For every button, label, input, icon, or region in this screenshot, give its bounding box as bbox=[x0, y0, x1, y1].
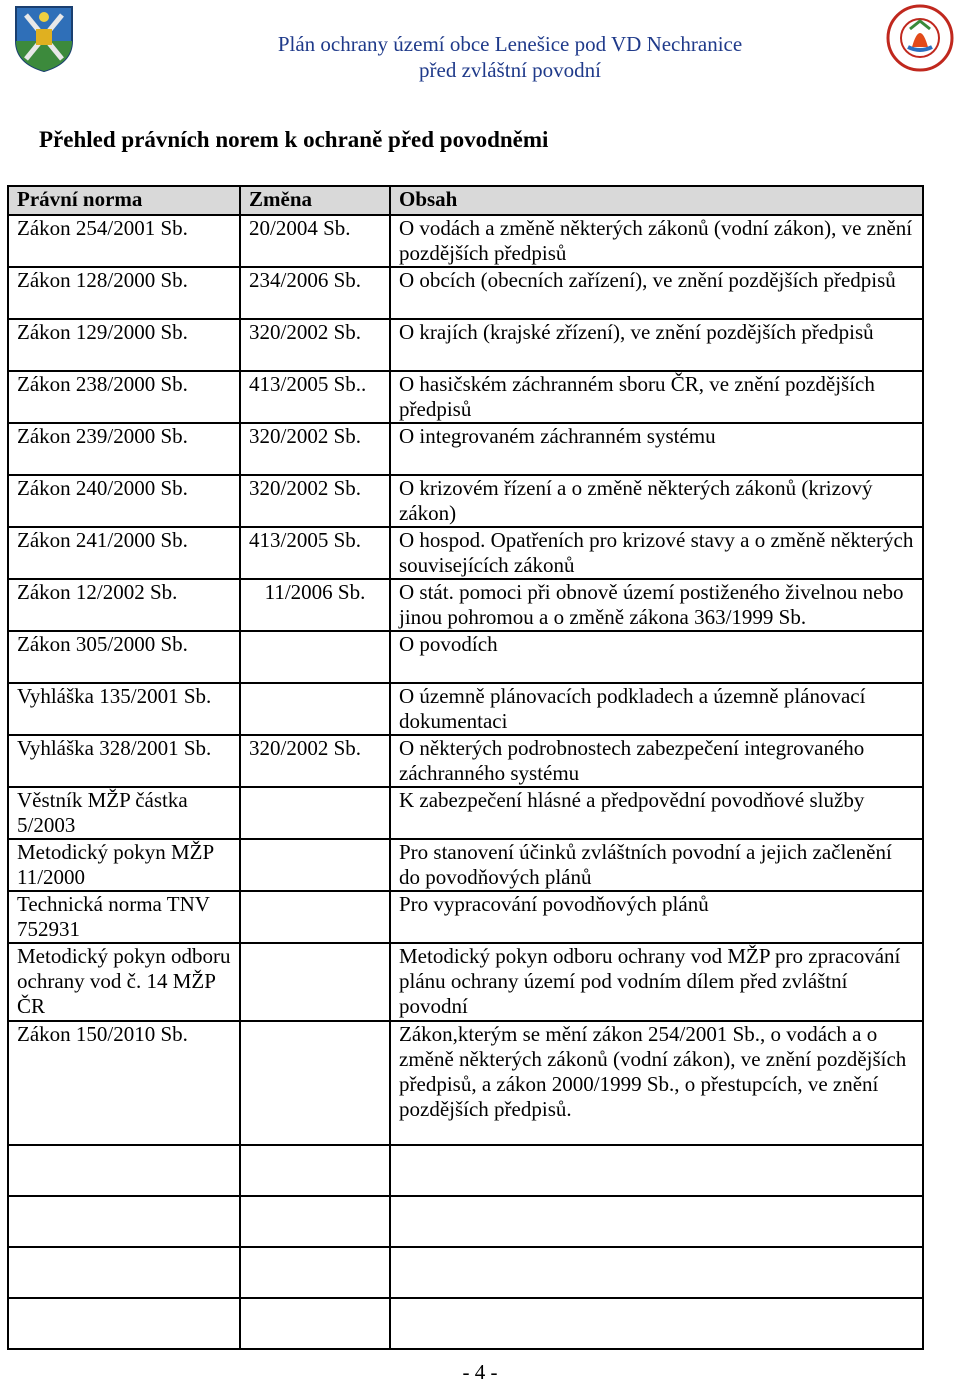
empty-table-row bbox=[8, 1145, 923, 1196]
cell-zmena bbox=[240, 631, 390, 683]
column-header-zmena: Změna bbox=[240, 186, 390, 215]
cell-obsah: K zabezpečení hlásné a předpovědní povodňové služby bbox=[390, 787, 923, 839]
cell-obsah: O krizovém řízení a o změně některých zákonů (krizový zákon) bbox=[390, 475, 923, 527]
cell-norma: Technická norma TNV 752931 bbox=[8, 891, 240, 943]
cell-zmena: 20/2004 Sb. bbox=[240, 215, 390, 267]
empty-cell bbox=[390, 1298, 923, 1349]
cell-norma: Věstník MŽP částka 5/2003 bbox=[8, 787, 240, 839]
empty-cell bbox=[240, 1247, 390, 1298]
cell-norma: Zákon 150/2010 Sb. bbox=[8, 1021, 240, 1145]
cell-zmena: 320/2002 Sb. bbox=[240, 735, 390, 787]
empty-cell bbox=[390, 1145, 923, 1196]
cell-obsah: O některých podrobnostech zabezpečení integrovaného záchranného systému bbox=[390, 735, 923, 787]
header-title-line1: Plán ochrany území obce Lenešice pod VD Nechranice bbox=[277, 32, 743, 56]
table-row bbox=[8, 891, 923, 943]
cell-norma: Metodický pokyn MŽP 11/2000 bbox=[8, 839, 240, 891]
cell-zmena bbox=[240, 787, 390, 839]
cell-zmena: 320/2002 Sb. bbox=[240, 319, 390, 371]
cell-zmena: 320/2002 Sb. bbox=[240, 475, 390, 527]
cell-obsah: Pro vypracování povodňových plánů bbox=[390, 891, 923, 943]
cell-obsah: O hasičském záchranném sboru ČR, ve znění pozdějších předpisů bbox=[390, 371, 923, 423]
header-title-line2: před zvláštní povodní bbox=[419, 58, 601, 82]
table-row bbox=[8, 215, 923, 267]
cell-obsah: Pro stanovení účinků zvláštních povodní a jejich začlenění do povodňových plánů bbox=[390, 839, 923, 891]
column-header-obsah: Obsah bbox=[390, 186, 923, 215]
table-row bbox=[8, 579, 923, 631]
cell-obsah: O územně plánovacích podkladech a územně plánovací dokumentaci bbox=[390, 683, 923, 735]
table-row bbox=[8, 735, 923, 787]
empty-table-row bbox=[8, 1247, 923, 1298]
column-header-norma: Právní norma bbox=[8, 186, 240, 215]
cell-norma: Zákon 240/2000 Sb. bbox=[8, 475, 240, 527]
empty-cell bbox=[390, 1247, 923, 1298]
cell-norma: Zákon 129/2000 Sb. bbox=[8, 319, 240, 371]
crisis-preparedness-association-logo bbox=[882, 3, 958, 73]
cell-zmena: 11/2006 Sb. bbox=[240, 579, 390, 631]
page-number: - 4 - bbox=[462, 1360, 498, 1384]
table-row bbox=[8, 319, 923, 371]
table-row bbox=[8, 631, 923, 683]
empty-cell bbox=[8, 1298, 240, 1349]
cell-norma: Zákon 239/2000 Sb. bbox=[8, 423, 240, 475]
cell-zmena bbox=[240, 683, 390, 735]
cell-zmena: 413/2005 Sb.. bbox=[240, 371, 390, 423]
cell-zmena: 320/2002 Sb. bbox=[240, 423, 390, 475]
table-row bbox=[8, 423, 923, 475]
table-row bbox=[8, 943, 923, 1021]
cell-obsah: O obcích (obecních zařízení), ve znění pozdějších předpisů bbox=[390, 267, 923, 319]
cell-obsah: O integrovaném záchranném systému bbox=[390, 423, 923, 475]
cell-norma: Zákon 12/2002 Sb. bbox=[8, 579, 240, 631]
cell-zmena bbox=[240, 1021, 390, 1145]
empty-cell bbox=[240, 1298, 390, 1349]
cell-norma: Zákon 254/2001 Sb. bbox=[8, 215, 240, 267]
legal-norms-table bbox=[7, 185, 924, 1350]
cell-norma: Vyhláška 135/2001 Sb. bbox=[8, 683, 240, 735]
cell-obsah: O krajích (krajské zřízení), ve znění pozdějších předpisů bbox=[390, 319, 923, 371]
empty-table-row bbox=[8, 1196, 923, 1247]
cell-norma: Vyhláška 328/2001 Sb. bbox=[8, 735, 240, 787]
table-row bbox=[8, 787, 923, 839]
empty-cell bbox=[8, 1247, 240, 1298]
page-title: Přehled právních norem k ochraně před povodněmi bbox=[39, 127, 549, 152]
cell-obsah: O vodách a změně některých zákonů (vodní zákon), ve znění pozdějších předpisů bbox=[390, 215, 923, 267]
cell-obsah: Metodický pokyn odboru ochrany vod MŽP pro zpracování plánu ochrany území pod vodním dílem před zvláštní povodní bbox=[390, 943, 923, 1021]
empty-cell bbox=[240, 1196, 390, 1247]
table-row bbox=[8, 683, 923, 735]
table-row bbox=[8, 475, 923, 527]
cell-obsah: O stát. pomoci při obnově území postiženého živelnou nebo jinou pohromou a o změně zákona 363/1999 Sb. bbox=[390, 579, 923, 631]
table-row bbox=[8, 1021, 923, 1145]
cell-zmena bbox=[240, 943, 390, 1021]
cell-obsah: O hospod. Opatřeních pro krizové stavy a o změně některých souvisejících zákonů bbox=[390, 527, 923, 579]
table-row bbox=[8, 839, 923, 891]
cell-zmena: 234/2006 Sb. bbox=[240, 267, 390, 319]
cell-norma: Metodický pokyn odboru ochrany vod č. 14 MŽP ČR bbox=[8, 943, 240, 1021]
table-row bbox=[8, 267, 923, 319]
empty-cell bbox=[240, 1145, 390, 1196]
cell-zmena bbox=[240, 891, 390, 943]
cell-zmena: 413/2005 Sb. bbox=[240, 527, 390, 579]
empty-cell bbox=[8, 1196, 240, 1247]
cell-norma: Zákon 238/2000 Sb. bbox=[8, 371, 240, 423]
cell-obsah: O povodích bbox=[390, 631, 923, 683]
empty-cell bbox=[8, 1145, 240, 1196]
empty-cell bbox=[390, 1196, 923, 1247]
table-header-row bbox=[8, 186, 923, 215]
table-row bbox=[8, 527, 923, 579]
empty-table-row bbox=[8, 1298, 923, 1349]
cell-norma: Zákon 128/2000 Sb. bbox=[8, 267, 240, 319]
cell-obsah: Zákon,kterým se mění zákon 254/2001 Sb., o vodách a o změně některých zákonů (vodní zákon), ve znění pozdějších předpisů, a zákon 2000/1999 Sb., o přestupcích, ve znění pozdějších předpisů. bbox=[390, 1021, 923, 1145]
cell-zmena bbox=[240, 839, 390, 891]
table-row bbox=[8, 371, 923, 423]
cell-norma: Zákon 305/2000 Sb. bbox=[8, 631, 240, 683]
municipal-coat-of-arms-logo bbox=[12, 3, 76, 73]
cell-norma: Zákon 241/2000 Sb. bbox=[8, 527, 240, 579]
document-header bbox=[180, 31, 840, 83]
